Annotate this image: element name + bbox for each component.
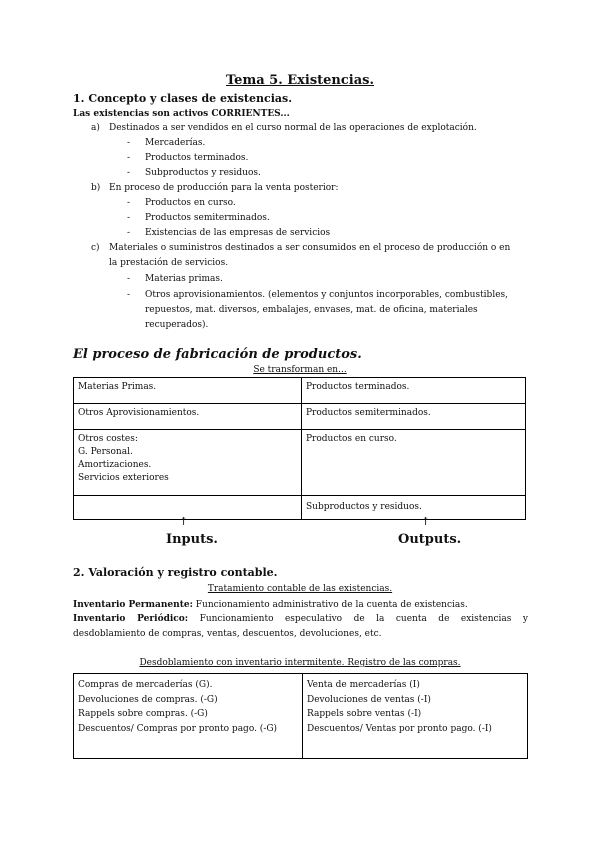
perm-label: Inventario Permanente: bbox=[73, 600, 193, 610]
desdob-line: Venta de mercaderías (I) bbox=[307, 680, 420, 690]
item-c-sub: Materias primas. bbox=[145, 274, 223, 284]
arrow-up-icon: ↑ bbox=[179, 515, 189, 528]
desdob-line: Descuentos/ Ventas por pronto pago. (-I) bbox=[307, 723, 492, 734]
desdob-line: Compras de mercaderías (G). bbox=[78, 680, 213, 690]
item-a-sub: Productos terminados. bbox=[145, 153, 249, 163]
dash: - bbox=[127, 213, 131, 223]
page-title: Tema 5. Existencias. bbox=[225, 73, 375, 88]
outputs-label: Outputs. bbox=[398, 532, 462, 547]
period-label: Inventario Periódico: bbox=[73, 614, 189, 624]
item-c-sub-long: repuestos, mat. diversos, embalajes, envases, mat. de oficina, materiales bbox=[145, 305, 478, 315]
desdob-line: Devoluciones de compras. (-G) bbox=[78, 694, 218, 705]
desdob-line: Rappels sobre ventas (-I) bbox=[307, 709, 422, 719]
dash: - bbox=[127, 168, 131, 178]
section1-intro: Las existencias son activos CORRIENTES... bbox=[73, 109, 290, 119]
arrow-up-icon: ↑ bbox=[421, 515, 431, 528]
item-a-text: Destinados a ser vendidos en el curso normal de las operaciones de explotación. bbox=[109, 123, 477, 133]
inputs-label: Inputs. bbox=[166, 532, 218, 547]
perm-text: Funcionamiento administrativo de la cuenta de existencias. bbox=[195, 600, 468, 610]
process-cell: Subproductos y residuos. bbox=[302, 496, 526, 520]
cost-line: Amortizaciones. bbox=[78, 460, 152, 470]
cost-line: Otros costes: bbox=[78, 434, 138, 444]
desdob-heading: Desdoblamiento con inventario intermitente. Registro de las compras. bbox=[139, 658, 461, 668]
item-a-sub: Subproductos y residuos. bbox=[145, 168, 261, 178]
desdob-line: Rappels sobre compras. (-G) bbox=[78, 709, 208, 719]
process-cell: Materias Primas. bbox=[74, 378, 302, 404]
process-cell: Otros Aprovisionamientos. bbox=[74, 404, 302, 430]
dash: - bbox=[127, 290, 131, 300]
desdob-table bbox=[73, 673, 528, 759]
item-b-text: En proceso de producción para la venta posterior: bbox=[109, 183, 339, 193]
process-cell: Productos semiterminados. bbox=[302, 404, 526, 430]
process-table bbox=[73, 377, 526, 520]
process-cell: Productos en curso. bbox=[302, 430, 526, 496]
section2-heading: 2. Valoración y registro contable. bbox=[73, 566, 278, 579]
process-heading: El proceso de fabricación de productos. bbox=[73, 347, 362, 362]
item-b-sub: Productos semiterminados. bbox=[145, 213, 270, 223]
perm-line bbox=[73, 598, 528, 613]
desdob-right bbox=[303, 674, 528, 759]
transform-label: Se transforman en... bbox=[253, 365, 347, 375]
item-b-marker: b) bbox=[91, 183, 101, 193]
item-a-marker: a) bbox=[91, 123, 100, 133]
item-c-marker: c) bbox=[91, 243, 100, 253]
period-text: Funcionamiento especulativo de la cuenta de existencias y bbox=[199, 614, 528, 624]
item-c-text: Materiales o suministros destinados a ser consumidos en el proceso de producción o en bbox=[109, 243, 511, 253]
item-a-sub: Mercaderías. bbox=[145, 138, 206, 148]
item-c-sub-long: Otros aprovisionamientos. (elementos y conjuntos incorporables, combustibles, bbox=[145, 290, 509, 300]
process-cell: Productos terminados. bbox=[302, 378, 526, 404]
item-b-sub: Existencias de las empresas de servicios bbox=[145, 228, 331, 238]
dash: - bbox=[127, 198, 131, 208]
desdob-line: Descuentos/ Compras por pronto pago. (-G) bbox=[78, 723, 278, 734]
period-text-cont: desdoblamiento de compras, ventas, descuentos, devoluciones, etc. bbox=[73, 629, 382, 639]
item-c-text-cont: la prestación de servicios. bbox=[109, 258, 229, 268]
section2-subheading: Tratamiento contable de las existencias. bbox=[207, 584, 393, 594]
process-cell-costs bbox=[74, 430, 302, 496]
desdob-line: Devoluciones de ventas (-I) bbox=[307, 694, 431, 705]
section1-heading: 1. Concepto y clases de existencias. bbox=[73, 92, 293, 105]
cost-line: G. Personal. bbox=[78, 447, 133, 457]
dash: - bbox=[127, 153, 131, 163]
desdob-left bbox=[74, 674, 303, 759]
period-line bbox=[73, 612, 528, 627]
dash: - bbox=[127, 138, 131, 148]
item-c-sub-long: recuperados). bbox=[145, 320, 209, 330]
item-b-sub: Productos en curso. bbox=[145, 198, 236, 208]
dash: - bbox=[127, 228, 131, 238]
dash: - bbox=[127, 274, 131, 284]
cost-line: Servicios exteriores bbox=[78, 473, 169, 483]
